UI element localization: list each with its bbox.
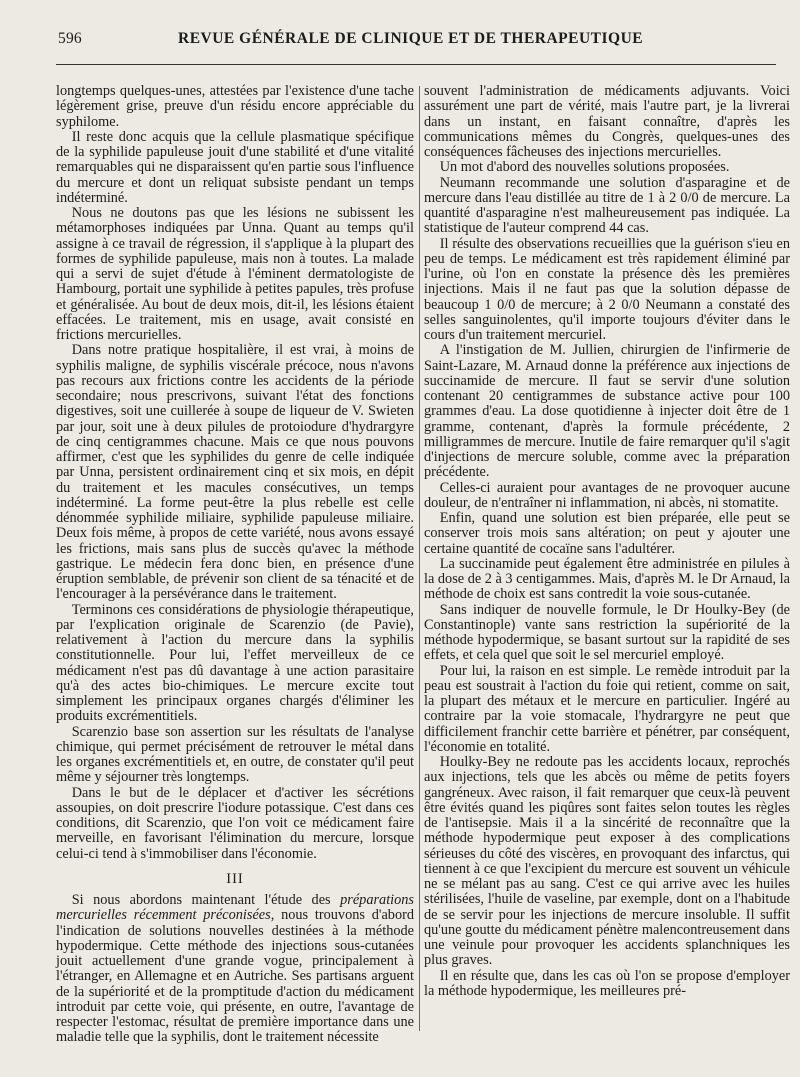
paragraph: Un mot d'abord des nouvelles solutions proposées. [439, 159, 730, 176]
paragraph: Il reste donc acquis que la cellule plasmatique spécifique de la syphilide papuleuse jouit d'une stabilité et d'une vitalité remarquables qui ne disparaissent qu'en partie sous l'influence du mercure et dont un reliquat subsiste pendant un temps indéterminé. [56, 128, 414, 206]
paragraph: souvent l'administration de médicaments adjuvants. Voici assurément une part de vérité, mais l'autre part, je la livrerai dans un instant, en faisant connaître, d'après les communications mêmes du Congrès, quelques-unes des conséquences fâcheuses des injections mercurielles. [424, 83, 790, 160]
paragraph: Neumann recommande une solution d'asparagine et de mercure dans l'eau distillée au titre de 1 à 2 0/0 de mercure. La quantité d'asparagine n'est malheureusement pas indiquée. La statistique de l'auteur comprend 44 cas. [424, 174, 790, 237]
paragraph: Sans indiquer de nouvelle formule, le Dr Houlky-Bey (de Constantinople) vante sans restriction la supériorité de la méthode hypodermique, se basant surtout sur la rapidité de ses effets, et cela quel que soit le sel mercuriel employé. [424, 601, 790, 664]
page-header [58, 30, 774, 52]
paragraph: Enfin, quand une solution est bien préparée, elle peut se conserver trois mois sans altération; on peut y ajouter une certaine quantité de cocaïne sans l'adultérer. [424, 510, 790, 557]
left-column [56, 84, 414, 1046]
right-column [424, 84, 790, 999]
paragraph-text: , nous trouvons d'abord l'indication de solutions nouvelles destinées à la méthode hypodermique. Cette méthode des injections sous-cutanées jouit actuellement d'une grande vogue, principalement à l'étranger, en Allemagne et en Autriche. Ses partisans arguent de la supériorité et de la promptitude d'action du médicament introduit par cette voie, qui présente, en outre, l'avantage de respecter l'estomac, résultat de première importance dans une maladie telle que la syphilis, dont le traitement nécessite [56, 907, 415, 1046]
paragraph: La succinamide peut également être administrée en pilules à la dose de 2 à 3 centigammes. Mais, d'après M. le Dr Arnaud, la méthode de choix est sans contredit la voie sous-cutanée. [424, 555, 790, 603]
paragraph: longtemps quelques-unes, attestées par l'existence d'une tache légèrement grise, preuve d'un résidu encore appréciable du syphilome. [56, 83, 414, 130]
paragraph: Celles-ci auraient pour avantages de ne provoquer aucune douleur, de n'entraîner ni inflammation, ni abcès, ni stomatite. [424, 479, 790, 511]
paragraph-text: Si nous abordons maintenant l'étude des [71, 892, 341, 908]
italic-phrase: préparations mercurielles récemment préconisées [56, 892, 414, 924]
paragraph: Il résulte des observations recueillies que la guérison s'ieu en peu de temps. Le médicament est très rapidement éliminé par l'urine, où l'on en constate la présence dès les premières injections. Mais il ne faut pas que la solution dépasse de beaucoup 1 0/0 de mercure; à 2 0/0 Neumann a constaté des selles sanguinolentes, qu'il importe toujours d'éviter dans le cours d'un traitement mercuriel. [424, 235, 790, 343]
paragraph: Pour lui, la raison en est simple. Le remède introduit par la peau est soustrait à l'action du foie qui retient, comme on sait, la plupart des métaux et le mercure en particulier. Ingéré au contraire par la voie stomacale, l'hydrargyre ne peut que difficilement franchir cette barrière et pénétrer, par conséquent, l'économie en totalité. [424, 662, 790, 755]
page-number: 596 [58, 30, 82, 47]
paragraph: Houlky-Bey ne redoute pas les accidents locaux, reprochés aux injections, tels que les abcès ou même de petits foyers gangréneux. Avec raison, il fait remarquer que ceux-là peuvent être évités quand les piqûres sont faites selon toutes les règles de l'antisepsie. Mais il a la sincérité de reconnaître que la méthode hypodermique peut exposer à des complications sérieuses du côté des viscères, en provoquant des infarctus, qui tiennent à ce que l'excipient du mercure est souvent un véhicule ne se mélant pas au sang. C'est ce qui arrive avec les huiles stérilisées, l'huile de vaseline, par exemple, dont on a l'habitude de se servir pour les injections de mercure insoluble. Il suffit qu'une goutte du médicament pénètre malencontreusement dans une veinule pour provoquer les accidents splanchniques les plus graves. [424, 754, 790, 969]
header-rule [56, 64, 776, 65]
paragraph: Il en résulte que, dans les cas où l'on se propose d'employer la méthode hypodermique, les meilleures pré- [424, 967, 790, 999]
paragraph: Scarenzio base son assertion sur les résultats de l'analyse chimique, qui permet précisément de retrouver le métal dans les organes excrémentitiels et, en outre, de constater qu'il peut même y séjourner très longtemps. [56, 723, 414, 786]
column-divider [419, 86, 420, 1031]
paragraph: Dans notre pratique hospitalière, il est vrai, à moins de syphilis maligne, de syphilis viscérale précoce, nous n'avons pas recours aux frictions contre les accidents de la période secondaire; nous prescrivons, suivant l'état des fonctions digestives, soit une cuillerée à soupe de liqueur de V. Swieten par jour, soit une à deux pilules de protoiodure d'hydrargyre de cinq centigrammes chacune. Mais ce que nous pouvons affirmer, c'est que les syphilides du genre de celle indiquée par Unna, persistent ordinairement cinq et six mois, en dépit du traitement et les macules consécutives, un temps indéterminé. La forme peut-être la plus rebelle est celle dénommée syphilide miliaire, syphilide papuleuse miliaire. Deux fois même, à propos de cette variété, nous avons essayé les frictions, mais sans plus de succès qu'avec la méthode gastrique. Le médecin fera donc bien, en présence d'une éruption semblable, de prévenir son client de sa ténacité et de l'encourager à la persévérance dans le traitement. [56, 342, 414, 603]
running-title: REVUE GÉNÉRALE DE CLINIQUE ET DE THERAPEUTIQUE [178, 30, 644, 47]
paragraph [56, 893, 414, 1046]
paragraph: Terminons ces considérations de physiologie thérapeutique, par l'explication originale de Scarenzio (de Pavie), relativement à l'action du mercure dans la syphilis constitutionnelle. Pour lui, l'effet merveilleux de ce médicament n'est pas dû davantage à une action parasitaire qu'à des actes bio-chimiques. Le mercure excite tout simplement les principaux organes chargés d'éliminer les produits excrémentitiels. [56, 601, 414, 725]
section-heading: III [226, 870, 244, 887]
paragraph: A l'instigation de M. Jullien, chirurgien de l'infirmerie de Saint-Lazare, M. Arnaud donne la préférence aux injections de succinamide de mercure. Il faut se servir d'une solution contenant 20 centigrammes de substance active pour 100 grammes d'eau. La dose quotidienne à injecter doit être de 1 gramme, contenant, d'après la formule précédente, 2 milligrammes de mercure. Inutile de faire remarquer qu'il s'agit d'injections de mercure soluble, comme avec la préparation précédente. [424, 342, 790, 481]
paragraph: Dans le but de le déplacer et d'activer les sécrétions assoupies, on doit prescrire l'iodure potassique. C'est dans ces conditions, dit Scarenzio, que l'on voit ce médicament faire merveille, en favorisant l'élimination du mercure, lorsque celui-ci tend à s'immobiliser dans l'économie. [56, 784, 414, 862]
paragraph: Nous ne doutons pas que les lésions ne subissent les métamorphoses indiquées par Unna. Quant au temps qu'il assigne à ce travail de régression, il s'applique à la plupart des formes de syphilide papuleuse, mais non à toutes. La malade qui a servi de sujet d'étude à l'éminent dermatologiste de Hambourg, portait une syphilide à petites papules, très profuse et généralisée. Au bout de deux mois, dit-il, les lésions étaient effacées. Le traitement, mis en usage, avait consisté en frictions mercurielles. [56, 205, 414, 343]
